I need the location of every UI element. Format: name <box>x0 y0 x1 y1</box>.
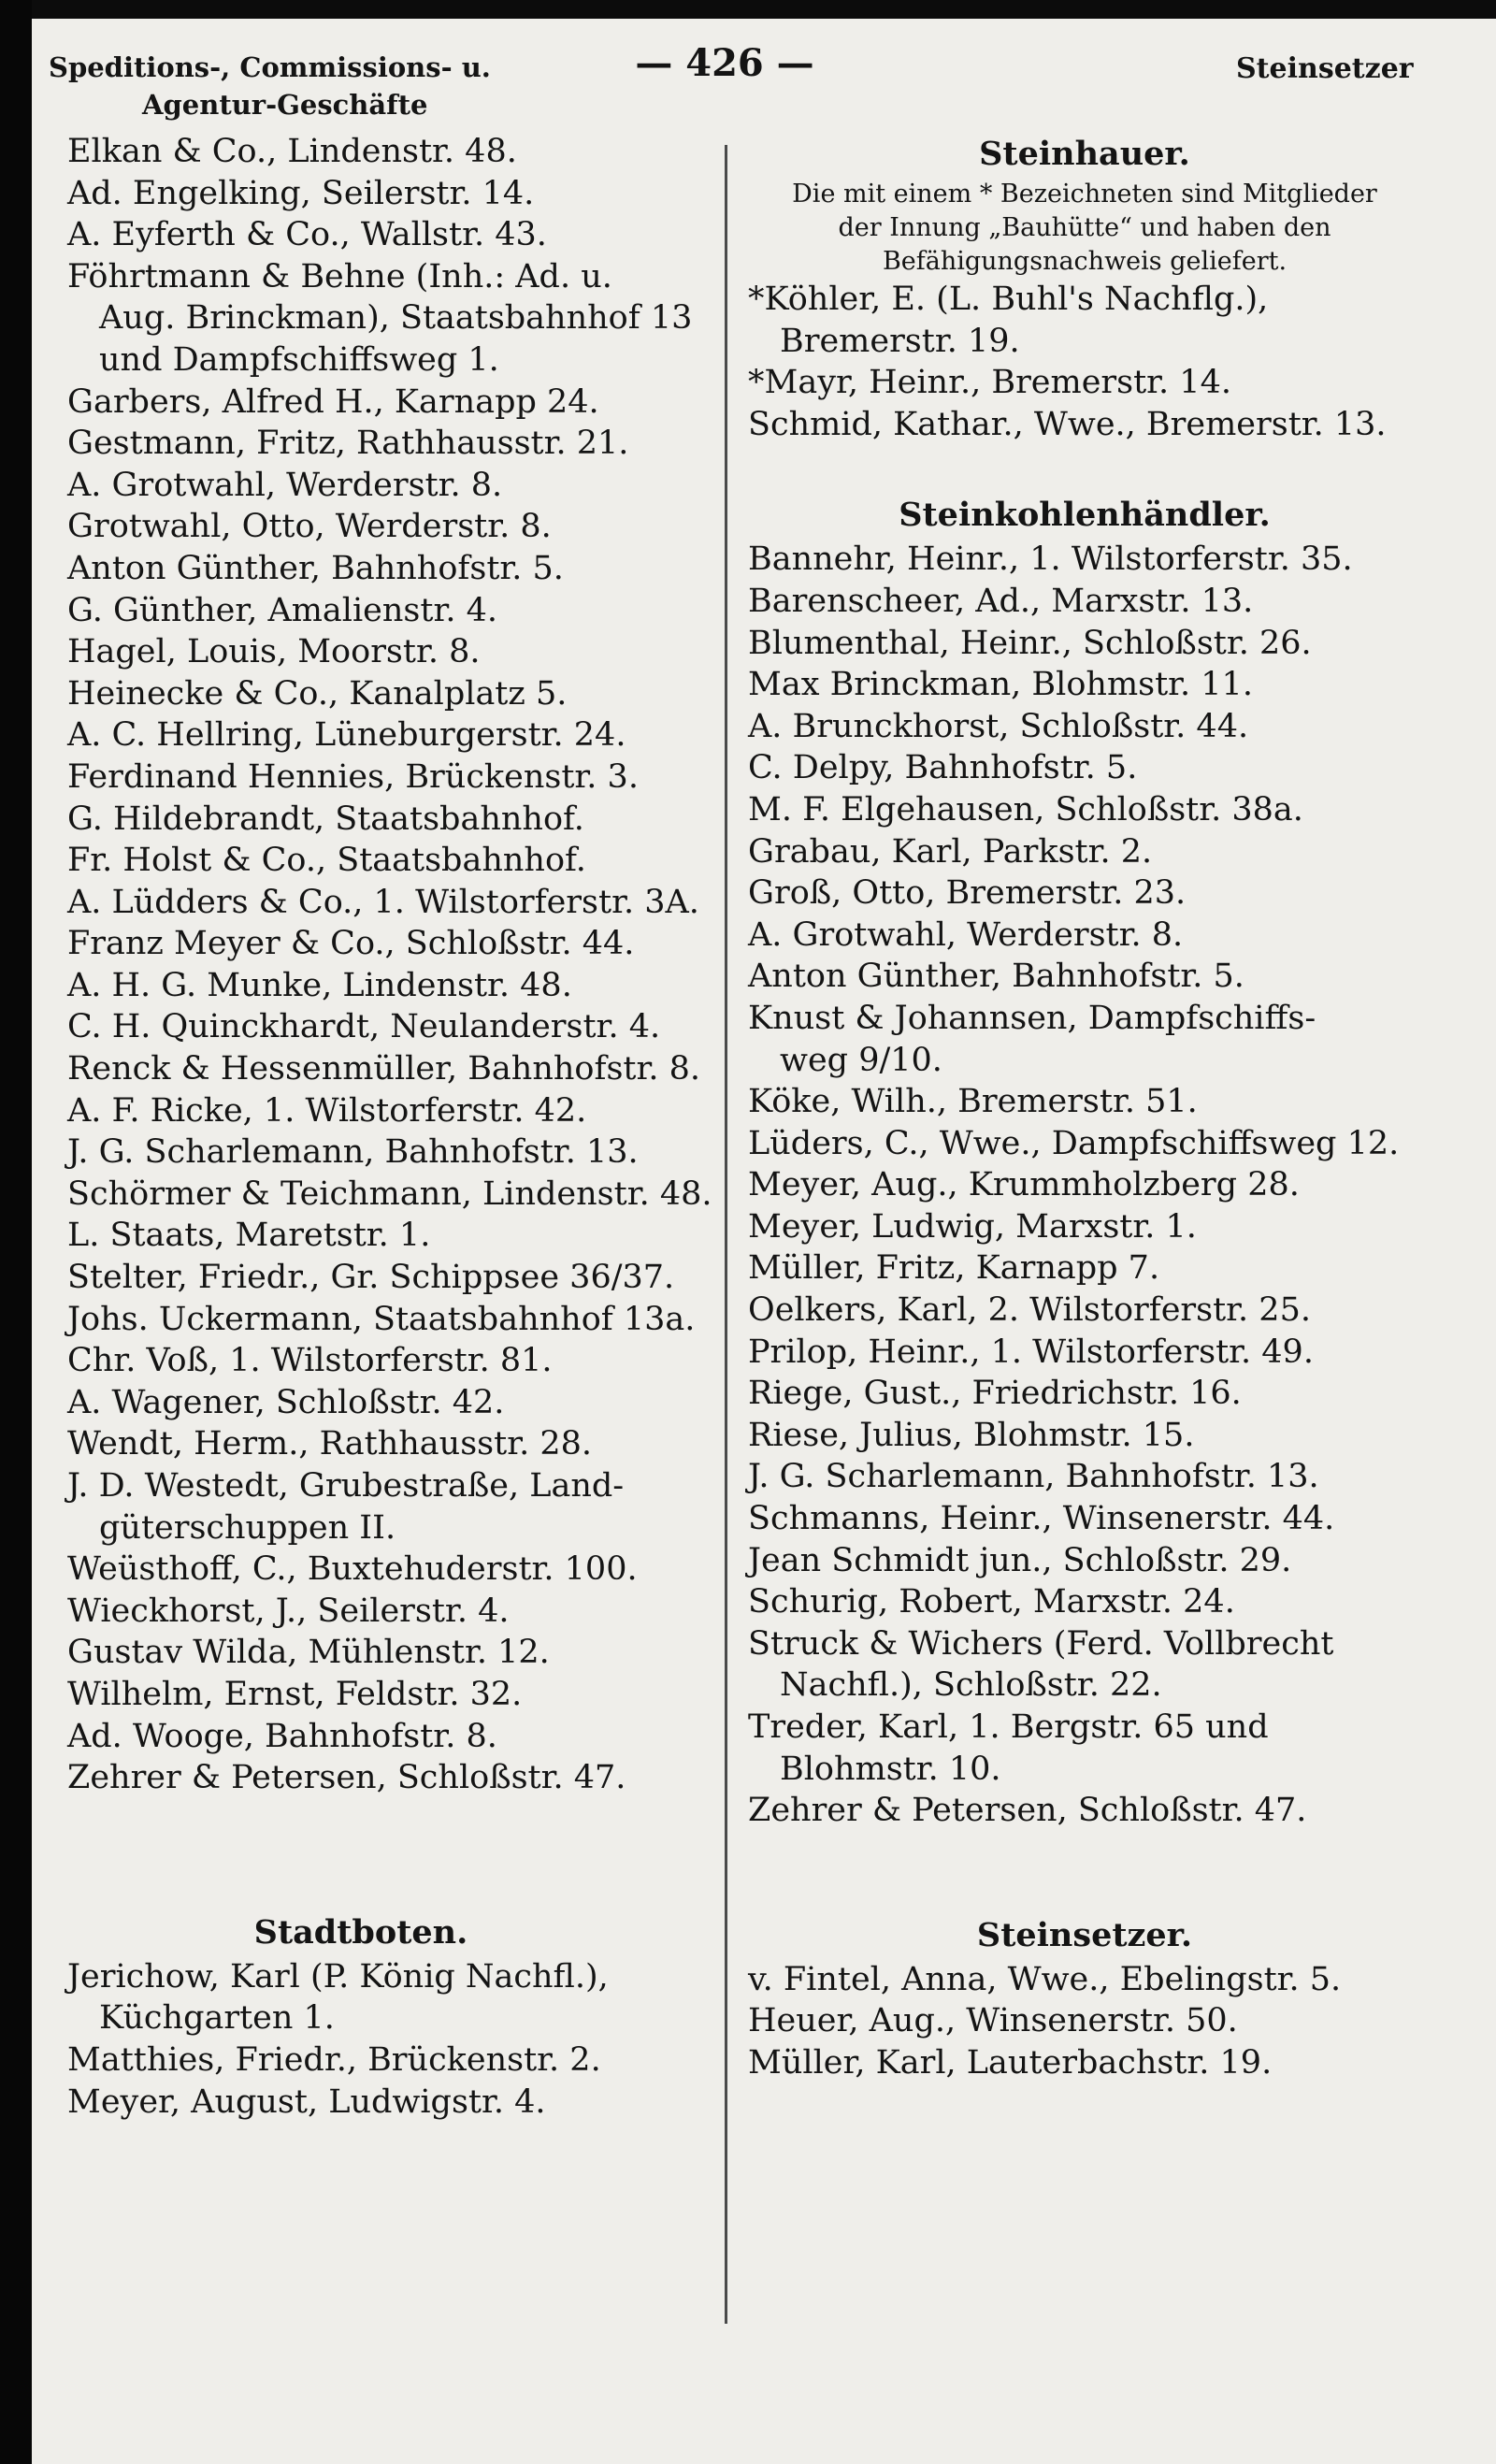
directory-entry <box>748 1247 1421 1290</box>
entry-continuation-line: Blohmstr. 10. <box>780 1750 1001 1788</box>
entry-line: Franz Meyer & Co., Schloßstr. 44. <box>67 925 635 963</box>
entry-line: Köke, Wilh., Bremerstr. 51. <box>748 1083 1198 1121</box>
directory-entry <box>748 1498 1421 1540</box>
directory-entry <box>748 747 1421 789</box>
directory-entry <box>748 1959 1421 2001</box>
entry-line: C. H. Quinckhardt, Neulanderstr. 4. <box>67 1008 661 1046</box>
directory-entry <box>67 2082 722 2124</box>
entry-line: Gustav Wilda, Mühlenstr. 12. <box>67 1634 550 1672</box>
entry-continuation-line: Küchgarten 1. <box>99 1999 335 2038</box>
entry-line: *Köhler, E. (L. Buhl's Nachflg.), <box>748 281 1269 318</box>
entry-line: Zehrer & Petersen, Schloßstr. 47. <box>67 1759 626 1797</box>
entry-line: A. Wagener, Schloßstr. 42. <box>67 1383 505 1421</box>
entry-line: Barenscheer, Ad., Marxstr. 13. <box>748 582 1254 620</box>
entry-line: Meyer, Aug., Krummholzberg 28. <box>748 1166 1300 1204</box>
entry-line: Treder, Karl, 1. Bergstr. 65 und <box>748 1708 1269 1746</box>
entry-line: Groß, Otto, Bremerstr. 23. <box>748 874 1187 913</box>
directory-entry <box>748 2000 1421 2042</box>
section-gap <box>748 445 1421 492</box>
section-title-steinhauer: Steinhauer. <box>979 135 1190 173</box>
entry-line: Müller, Karl, Lauterbachstr. 19. <box>748 2043 1273 2082</box>
section-title-steinsetzer: Steinsetzer. <box>976 1915 1193 1954</box>
entry-line: Weüsthoff, C., Buxtehuderstr. 100. <box>67 1550 638 1589</box>
entry-line: Blumenthal, Heinr., Schloßstr. 26. <box>748 624 1312 662</box>
directory-entry <box>748 404 1421 446</box>
entry-line: Riege, Gust., Friedrichstr. 16. <box>748 1375 1242 1413</box>
entry-line: Elkan & Co., Lindenstr. 48. <box>67 133 517 170</box>
entry-line: Struck & Wichers (Ferd. Vollbrecht <box>748 1624 1334 1663</box>
directory-entry <box>748 998 1421 1081</box>
directory-entry <box>67 882 722 924</box>
entry-line: A. Eyferth & Co., Wallstr. 43. <box>67 216 547 254</box>
directory-entry <box>67 465 722 507</box>
entry-line: G. Hildebrandt, Staatsbahnhof. <box>67 800 584 838</box>
steinkohlenhaendler-entry-list <box>748 539 1421 1831</box>
directory-entry <box>748 1164 1421 1206</box>
directory-entry <box>748 1540 1421 1582</box>
entry-continuation-line: Aug. Brinckman), Staatsbahnhof 13 <box>99 299 693 338</box>
entry-line: Wieckhorst, J., Seilerstr. 4. <box>67 1592 510 1630</box>
entry-line: Heinecke & Co., Kanalplatz 5. <box>67 674 568 713</box>
entry-line: Zehrer & Petersen, Schloßstr. 47. <box>748 1792 1307 1830</box>
directory-entry <box>748 1206 1421 1248</box>
directory-entry <box>748 1581 1421 1623</box>
note-line: Die mit einem * Bezeichneten sind Mitglieder <box>792 180 1377 209</box>
entry-line: Renck & Hessenmüller, Bahnhofstr. 8. <box>67 1050 700 1088</box>
entry-line: Riese, Julius, Blohmstr. 15. <box>748 1416 1195 1454</box>
left-entry-list <box>67 131 722 1799</box>
header-right: Steinsetzer <box>1236 52 1414 85</box>
entry-line: J. G. Scharlemann, Bahnhofstr. 13. <box>748 1458 1319 1496</box>
directory-entry <box>67 1048 722 1090</box>
directory-entry <box>67 1674 722 1716</box>
directory-entry <box>67 382 722 424</box>
entry-line: Lüders, C., Wwe., Dampfschiffsweg 12. <box>748 1124 1400 1162</box>
directory-entry <box>67 1956 722 2039</box>
section-title-steinkohlenhaendler: Steinkohlenhändler. <box>899 496 1271 535</box>
directory-entry <box>67 173 722 215</box>
entry-line: Max Brinckman, Blohmstr. 11. <box>748 666 1253 704</box>
entry-line: Föhrtmann & Behne (Inh.: Ad. u. <box>67 257 612 295</box>
entry-line: Bannehr, Heinr., 1. Wilstorferstr. 35. <box>748 540 1353 579</box>
directory-entry <box>748 2042 1421 2084</box>
directory-entry <box>748 362 1421 404</box>
directory-entry <box>67 506 722 548</box>
directory-entry <box>748 1415 1421 1457</box>
directory-entry <box>67 756 722 799</box>
entry-line: Heuer, Aug., Winsenerstr. 50. <box>748 2002 1238 2040</box>
entry-line: G. Günther, Amalienstr. 4. <box>67 591 497 629</box>
page-header <box>0 0 1496 131</box>
directory-entry <box>748 1707 1421 1790</box>
directory-entry <box>748 1123 1421 1165</box>
directory-entry <box>67 673 722 715</box>
entry-line: A. Grotwahl, Werderstr. 8. <box>748 915 1184 954</box>
entry-line: Müller, Fritz, Karnapp 7. <box>748 1249 1160 1288</box>
header-left <box>49 49 491 123</box>
directory-entry <box>748 664 1421 706</box>
entry-line: Johs. Uckermann, Staatsbahnhof 13a. <box>67 1300 696 1338</box>
steinsetzer-entry-list <box>748 1959 1421 2084</box>
directory-entry <box>67 1299 722 1341</box>
directory-entry <box>67 1632 722 1674</box>
entry-line: Matthies, Friedr., Brückenstr. 2. <box>67 2040 601 2079</box>
directory-entry <box>748 1332 1421 1374</box>
directory-entry <box>748 956 1421 998</box>
page-number: — 426 — <box>635 41 814 85</box>
entry-line: Schurig, Robert, Marxstr. 24. <box>748 1583 1235 1621</box>
entry-line: M. F. Elgehausen, Schloßstr. 38a. <box>748 790 1303 829</box>
directory-entry <box>67 1006 722 1048</box>
entry-line: J. G. Scharlemann, Bahnhofstr. 13. <box>67 1133 639 1172</box>
directory-entry <box>67 965 722 1007</box>
entry-line: Fr. Holst & Co., Staatsbahnhof. <box>67 842 586 880</box>
entry-line: A. Brunckhorst, Schloßstr. 44. <box>748 707 1249 745</box>
directory-entry <box>67 590 722 632</box>
entry-line: Chr. Voß, 1. Wilstorferstr. 81. <box>67 1342 553 1380</box>
entry-line: J. D. Westedt, Grubestraße, Land- <box>67 1467 625 1505</box>
directory-entry <box>67 214 722 256</box>
directory-entry <box>67 2039 722 2082</box>
entry-line: A. Grotwahl, Werderstr. 8. <box>67 466 503 504</box>
entry-line: Prilop, Heinr., 1. Wilstorferstr. 49. <box>748 1333 1314 1371</box>
directory-entry <box>748 872 1421 915</box>
entry-line: A. H. G. Munke, Lindenstr. 48. <box>67 966 572 1004</box>
entry-continuation-line: und Dampfschiffsweg 1. <box>99 340 499 379</box>
entry-continuation-line: weg 9/10. <box>780 1041 942 1079</box>
directory-entry <box>748 1373 1421 1415</box>
directory-entry <box>748 581 1421 623</box>
entry-line: *Mayr, Heinr., Bremerstr. 14. <box>748 364 1231 402</box>
entry-line: Grotwahl, Otto, Werderstr. 8. <box>67 508 552 546</box>
directory-entry <box>67 1257 722 1299</box>
entry-line: Meyer, Ludwig, Marxstr. 1. <box>748 1207 1197 1246</box>
directory-entry <box>67 1423 722 1465</box>
directory-entry <box>67 1549 722 1591</box>
directory-entry <box>67 799 722 841</box>
right-column <box>748 131 1421 2084</box>
directory-entry <box>67 256 722 382</box>
directory-entry <box>748 1290 1421 1332</box>
entry-line: A. Lüdders & Co., 1. Wilstorferstr. 3A. <box>67 883 699 921</box>
entry-continuation-line: Bremerstr. 19. <box>780 322 1020 360</box>
entry-line: Anton Günther, Bahnhofstr. 5. <box>748 958 1244 996</box>
directory-entry <box>748 1456 1421 1498</box>
directory-entry <box>67 1382 722 1424</box>
directory-entry <box>67 1174 722 1216</box>
directory-entry <box>748 279 1421 362</box>
entry-line: Schmanns, Heinr., Winsenerstr. 44. <box>748 1500 1335 1538</box>
directory-entry <box>748 623 1421 665</box>
header-left-line1: Speditions-, Commissions- u. <box>49 51 491 83</box>
directory-entry <box>67 1215 722 1257</box>
directory-entry <box>67 1131 722 1174</box>
section-title-stadtboten: Stadtboten. <box>253 1912 468 1952</box>
directory-entry <box>748 831 1421 873</box>
entry-line: A. C. Hellring, Lüneburgerstr. 24. <box>67 716 626 755</box>
entry-continuation-line: Nachfl.), Schloßstr. 22. <box>780 1666 1162 1705</box>
entry-line: Jerichow, Karl (P. König Nachfl.), <box>67 1957 609 1996</box>
entry-line: L. Staats, Maretstr. 1. <box>67 1217 431 1255</box>
entry-line: Schörmer & Teichmann, Lindenstr. 48. <box>67 1174 712 1213</box>
directory-entry <box>748 1081 1421 1123</box>
entry-line: Wilhelm, Ernst, Feldstr. 32. <box>67 1675 523 1713</box>
section-gap <box>748 1832 1421 1912</box>
entry-line: Jean Schmidt jun., Schloßstr. 29. <box>748 1541 1292 1579</box>
entry-line: Anton Günther, Bahnhofstr. 5. <box>67 549 564 587</box>
entry-line: Hagel, Louis, Moorstr. 8. <box>67 633 481 671</box>
entry-line: Schmid, Kathar., Wwe., Bremerstr. 13. <box>748 405 1387 443</box>
entry-line: Knust & Johannsen, Dampfschiffs- <box>748 999 1316 1037</box>
directory-entry <box>67 423 722 465</box>
scan-edge-left <box>0 0 32 2464</box>
directory-entry <box>67 548 722 590</box>
entry-line: Oelkers, Karl, 2. Wilstorferstr. 25. <box>748 1291 1311 1330</box>
entry-line: Garbers, Alfred H., Karnapp 24. <box>67 382 599 421</box>
entry-line: Meyer, August, Ludwigstr. 4. <box>67 2082 546 2121</box>
entry-line: Gestmann, Fritz, Rathhausstr. 21. <box>67 425 629 463</box>
directory-entry <box>67 131 722 173</box>
left-column <box>67 131 722 2123</box>
directory-entry <box>67 1757 722 1799</box>
directory-entry <box>748 1623 1421 1707</box>
entry-line: A. F. Ricke, 1. Wilstorferstr. 42. <box>67 1091 587 1130</box>
directory-entry <box>67 1465 722 1549</box>
directory-entry <box>748 539 1421 581</box>
entry-line: Ad. Wooge, Bahnhofstr. 8. <box>67 1717 497 1755</box>
directory-entry <box>67 840 722 882</box>
steinhauer-entry-list <box>748 279 1421 445</box>
steinhauer-note <box>748 178 1421 279</box>
entry-line: Wendt, Herm., Rathhausstr. 28. <box>67 1425 592 1463</box>
note-line: Befähigungsnachweis geliefert. <box>882 247 1287 276</box>
directory-entry <box>67 631 722 673</box>
entry-line: C. Delpy, Bahnhofstr. 5. <box>748 749 1138 787</box>
directory-entry <box>748 915 1421 957</box>
entry-line: Ferdinand Hennies, Brückenstr. 3. <box>67 757 639 796</box>
column-divider <box>725 145 727 2324</box>
directory-entry <box>748 706 1421 748</box>
note-line: der Innung „Bauhütte“ und haben den <box>838 213 1331 242</box>
directory-entry <box>67 923 722 965</box>
directory-entry <box>67 1340 722 1382</box>
directory-entry <box>748 1790 1421 1832</box>
directory-entry <box>67 1591 722 1633</box>
directory-entry <box>67 1716 722 1758</box>
stadtboten-entry-list <box>67 1956 722 2123</box>
entry-line: Stelter, Friedr., Gr. Schippsee 36/37. <box>67 1259 675 1297</box>
entry-continuation-line: güterschuppen II. <box>99 1508 396 1547</box>
entry-line: v. Fintel, Anna, Wwe., Ebelingstr. 5. <box>748 1960 1342 1998</box>
directory-entry <box>67 1090 722 1132</box>
directory-entry <box>748 789 1421 831</box>
entry-line: Ad. Engelking, Seilerstr. 14. <box>67 174 535 212</box>
entry-line: Grabau, Karl, Parkstr. 2. <box>748 832 1153 871</box>
header-left-line2: Agentur-Geschäfte <box>142 89 428 121</box>
directory-entry <box>67 714 722 756</box>
section-gap <box>67 1799 722 1909</box>
